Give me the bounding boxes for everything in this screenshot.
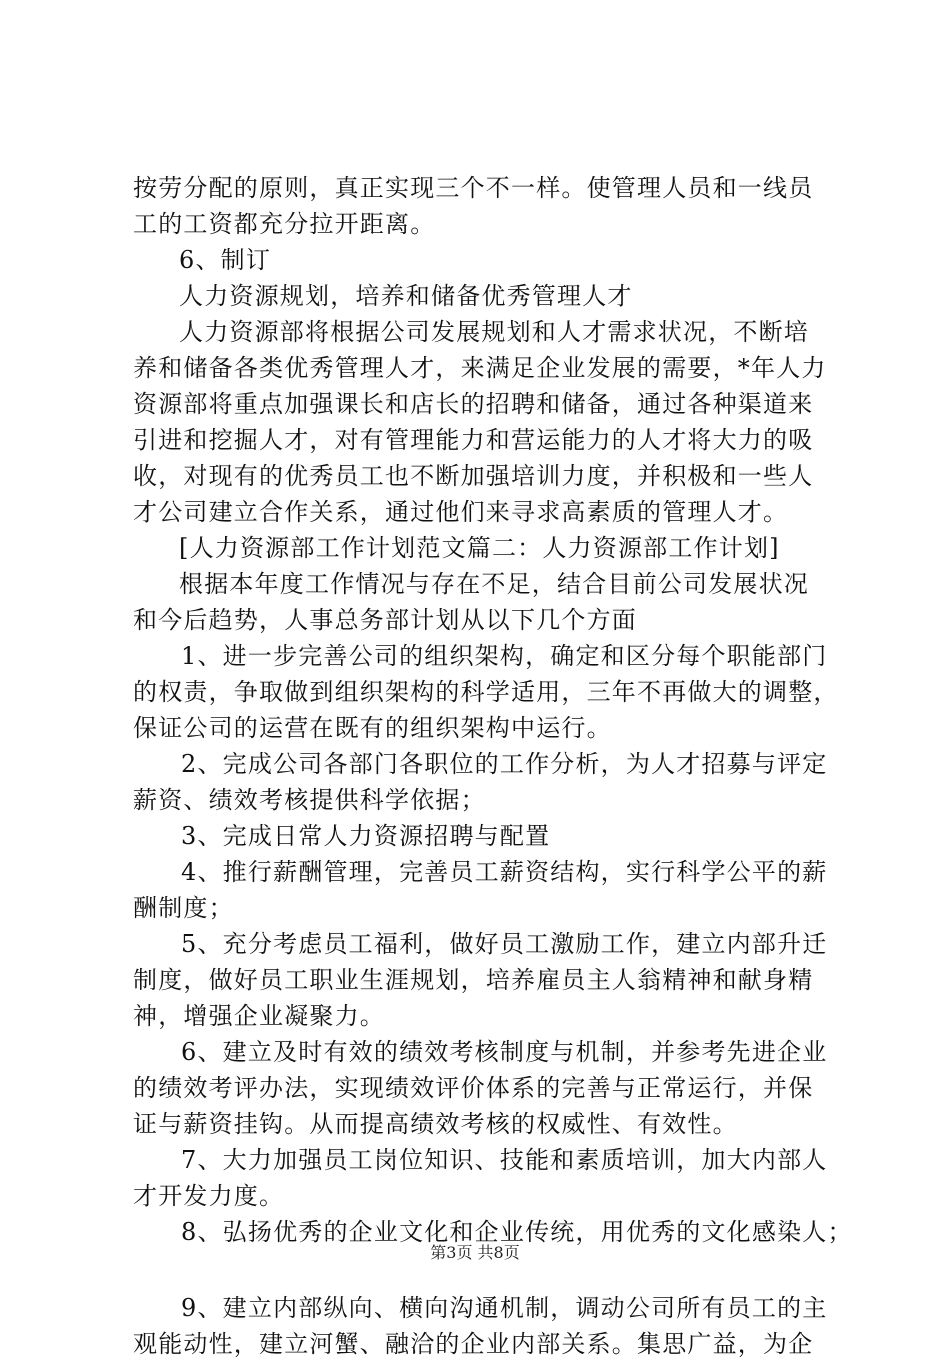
text-line: 6、制订 bbox=[179, 246, 272, 274]
text-line: 按劳分配的原则，真正实现三个不一样。使管理人员和一线员 bbox=[133, 174, 814, 202]
text-line: 根据本年度工作情况与存在不足，结合目前公司发展状况 bbox=[179, 570, 809, 598]
text-line: 观能动性，建立河蟹、融洽的企业内部关系。集思广益，为企 bbox=[133, 1330, 814, 1358]
text-line: 5、充分考虑员工福利，做好员工激励工作，建立内部升迁 bbox=[181, 930, 828, 958]
text-line: 人力资源部将根据公司发展规划和人才需求状况，不断培 bbox=[179, 318, 809, 346]
text-line: 8、弘扬优秀的企业文化和企业传统，用优秀的文化感染人； bbox=[181, 1218, 853, 1246]
text-line: 薪资、绩效考核提供科学依据； bbox=[133, 786, 486, 814]
text-line: 养和储备各类优秀管理人才，来满足企业发展的需要，*年人力 bbox=[133, 354, 827, 382]
text-line: 的权责，争取做到组织架构的科学适用，三年不再做大的调整， bbox=[133, 678, 839, 706]
text-line: 才开发力度。 bbox=[133, 1182, 285, 1210]
text-line: 引进和挖掘人才，对有管理能力和营运能力的人才将大力的吸 bbox=[133, 426, 814, 454]
text-line: 6、建立及时有效的绩效考核制度与机制，并参考先进企业 bbox=[181, 1038, 828, 1066]
text-line: 才公司建立合作关系，通过他们来寻求高素质的管理人才。 bbox=[133, 498, 789, 526]
text-line: 神，增强企业凝聚力。 bbox=[133, 1002, 385, 1030]
text-line: 保证公司的运营在既有的组织架构中运行。 bbox=[133, 714, 612, 742]
text-line: 7、大力加强员工岗位知识、技能和素质培训，加大内部人 bbox=[181, 1146, 828, 1174]
text-line: 的绩效考评办法，实现绩效评价体系的完善与正常运行，并保 bbox=[133, 1074, 814, 1102]
text-line: [人力资源部工作计划范文篇二：人力资源部工作计划] bbox=[179, 534, 780, 562]
text-line: 人力资源规划，培养和储备优秀管理人才 bbox=[179, 282, 633, 310]
text-line: 1、进一步完善公司的组织架构，确定和区分每个职能部门 bbox=[181, 642, 828, 670]
text-line: 3、完成日常人力资源招聘与配置 bbox=[181, 822, 551, 850]
text-line: 酬制度； bbox=[133, 894, 234, 922]
text-line: 2、完成公司各部门各职位的工作分析，为人才招募与评定 bbox=[181, 750, 828, 778]
text-line: 4、推行薪酬管理，完善员工薪资结构，实行科学公平的薪 bbox=[181, 858, 828, 886]
document-body bbox=[133, 170, 853, 1362]
text-line: 9、建立内部纵向、横向沟通机制，调动公司所有员工的主 bbox=[181, 1294, 828, 1322]
text-line: 和今后趋势，人事总务部计划从以下几个方面 bbox=[133, 606, 637, 634]
text-line: 工的工资都充分拉开距离。 bbox=[133, 210, 436, 238]
text-line: 制度，做好员工职业生涯规划，培养雇员主人翁精神和献身精 bbox=[133, 966, 814, 994]
text-line: 收，对现有的优秀员工也不断加强培训力度，并积极和一些人 bbox=[133, 462, 814, 490]
page-number-footer: 第3页 共8页 bbox=[430, 1243, 520, 1262]
text-line: 资源部将重点加强课长和店长的招聘和储备，通过各种渠道来 bbox=[133, 390, 814, 418]
text-line: 证与薪资挂钩。从而提高绩效考核的权威性、有效性。 bbox=[133, 1110, 738, 1138]
